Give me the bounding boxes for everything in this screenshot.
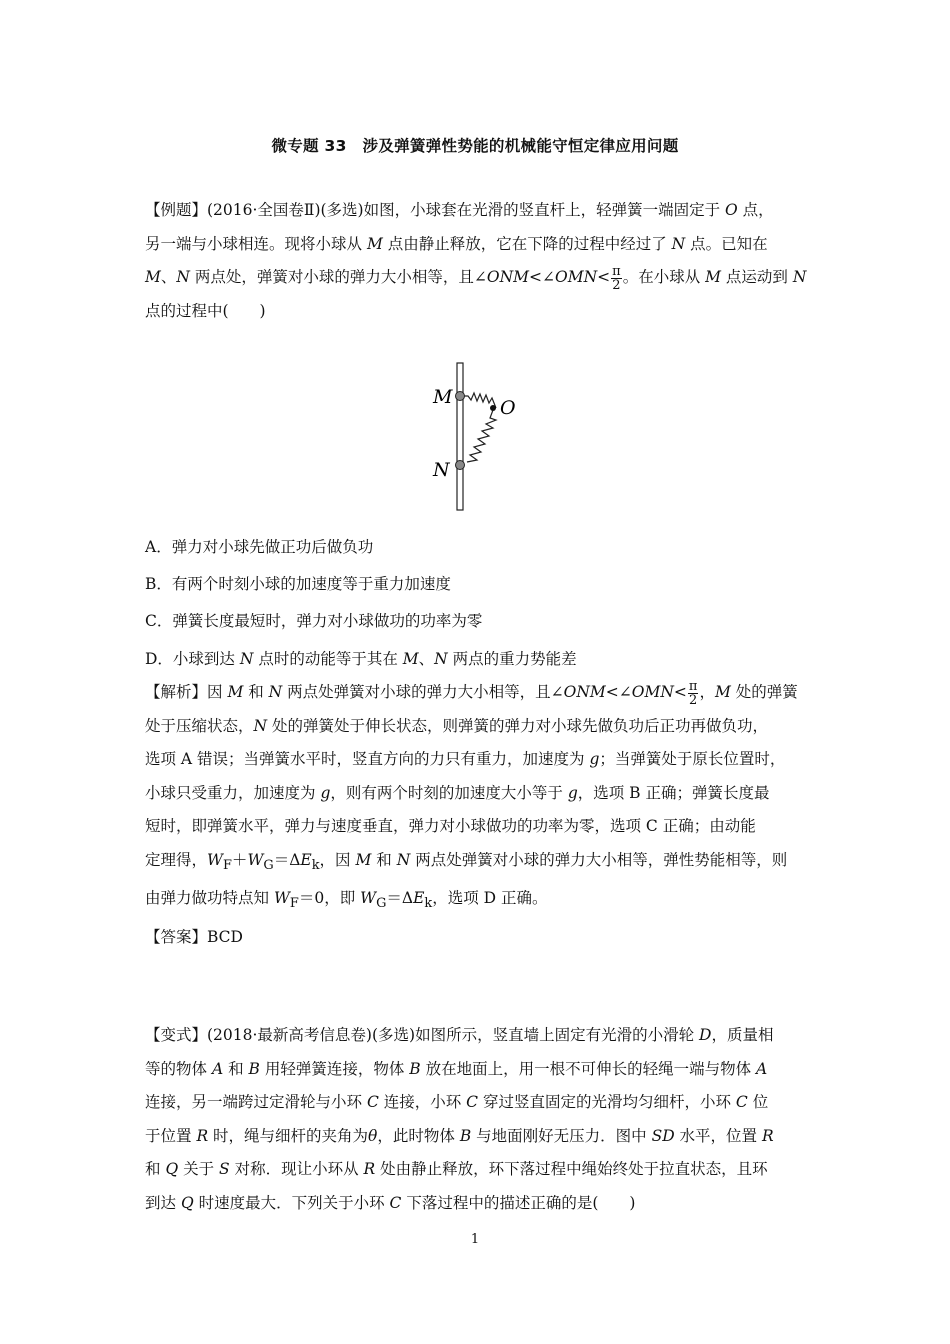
math-symbol: C — [466, 1093, 479, 1111]
math-symbol: M — [402, 650, 419, 668]
math-symbol: N — [434, 650, 448, 668]
page-title: 微专题 33 涉及弹簧弹性势能的机械能守恒定律应用问题 — [271, 137, 679, 155]
math-symbol: M — [714, 683, 731, 701]
math-symbol: N — [253, 716, 268, 735]
math-symbol: M — [227, 683, 244, 701]
math-symbol: R — [196, 1126, 209, 1145]
math-symbol: B — [409, 1059, 421, 1078]
variant-question — [145, 1019, 810, 1220]
math-symbol: N — [396, 850, 411, 869]
text-line: 另一端与小球相连。现将小球从 M 点由静止释放，它在下降的过程中经过了 N 点。已知在 — [145, 234, 768, 253]
label-o: O — [500, 397, 516, 419]
math-symbol: A — [211, 1059, 224, 1078]
math-symbol: W — [360, 889, 377, 908]
spring-rod-figure — [420, 358, 540, 522]
math-symbol: W — [247, 850, 264, 869]
math-symbol: A — [756, 1059, 768, 1078]
math-symbol: E — [413, 889, 425, 908]
math-symbol: D — [699, 1026, 712, 1044]
label-n: N — [433, 459, 450, 481]
fraction: $\frac{\pi}{2}$ — [688, 678, 698, 708]
analysis-text — [145, 676, 810, 921]
math-symbol: θ — [368, 1126, 378, 1145]
point-o — [490, 405, 496, 411]
math-subscript: F — [222, 857, 232, 873]
math-symbol: C — [389, 1193, 402, 1212]
text-line: 【变式】(2018·最新高考信息卷)(多选)如图所示，竖直墙上固定有光滑的小滑轮 D，质量相 — [145, 1026, 774, 1044]
fraction: $\frac{\pi}{2}$ — [612, 263, 621, 293]
math-symbol: N — [176, 268, 190, 286]
math-symbol: M — [705, 268, 721, 286]
math-symbol: O — [725, 201, 738, 219]
text-line: 小球只受重力，加速度为 g，则有两个时刻的加速度大小等于 g，选项 B 正确；弹簧长度最 — [145, 783, 770, 802]
option-d: D．小球到达 N 点时的动能等于其在 M、N 两点的重力势能差 — [145, 650, 577, 668]
rod-spring-diagram — [420, 358, 540, 518]
spring-lower — [467, 410, 496, 462]
ball-m — [456, 392, 465, 401]
ball-n — [456, 461, 465, 470]
math-symbol: W — [207, 850, 223, 869]
text-line: 【解析】因 M 和 N 两点处弹簧对小球的弹力大小相等，且∠ONM<∠OMN< $\frac{\pi}{2}$ ，M 处的弹簧 — [145, 678, 798, 708]
math-subscript: k — [424, 896, 433, 912]
math-symbol: E — [300, 850, 312, 869]
math-subscript: G — [376, 896, 387, 912]
math-symbol: Q — [165, 1160, 179, 1178]
math-symbol: OMN — [631, 683, 674, 701]
math-symbol: M — [366, 234, 383, 253]
text-line: 和 Q 关于 S 对称．现让小环从 R 处由静止释放，环下落过程中绳始终处于拉直状态，且环 — [145, 1160, 768, 1178]
text-line: 【例题】(2016·全国卷Ⅱ)(多选)如图，小球套在光滑的竖直杆上，轻弹簧一端固定于 O 点， — [145, 201, 774, 219]
math-symbol: W — [273, 889, 290, 908]
math-symbol: R — [761, 1126, 774, 1145]
text-line: 选项 A 错误；当弹簧水平时，竖直方向的力只有重力，加速度为 g；当弹簧处于原长位置时， — [145, 750, 786, 768]
math-symbol: M — [145, 268, 161, 286]
text-line: 到达 Q 时速度最大．下列关于小环 C 下落过程中的描述正确的是( ) — [145, 1193, 636, 1212]
text-line: 短时，即弹簧水平，弹力与速度垂直，弹力对小球做功的功率为零，选项 C 正确；由动能 — [145, 817, 756, 835]
text-line: 等的物体 A 和 B 用轻弹簧连接，物体 B 放在地面上，用一根不可伸长的轻绳一端与物体 A — [145, 1059, 768, 1078]
answer-text: 【答案】BCD — [145, 928, 243, 946]
math-symbol: Q — [180, 1193, 194, 1212]
text-line: 点的过程中( ) — [145, 301, 266, 320]
text-line: 处于压缩状态，N 处的弹簧处于伸长状态，则弹簧的弹力对小球先做负功后正功再做负功， — [145, 716, 769, 735]
label-m: M — [433, 386, 453, 408]
math-symbol: N — [268, 683, 283, 701]
math-symbol: g — [320, 783, 331, 802]
option-b: B．有两个时刻小球的加速度等于重力加速度 — [145, 575, 451, 593]
math-subscript: F — [289, 896, 299, 912]
math-symbol: ONM — [563, 683, 606, 701]
math-symbol: N — [671, 234, 686, 253]
vertical-rod — [457, 363, 463, 510]
math-symbol: C — [366, 1093, 379, 1111]
math-symbol: B — [248, 1059, 260, 1078]
page-number: 1 — [470, 1232, 480, 1247]
math-subscript: k — [311, 857, 320, 873]
math-symbol: M — [355, 850, 372, 869]
text-line: 定理得，$W_F+W_G=\Delta E_k$，因 M 和 N 两点处弹簧对小球的弹力大小相等，弹性势能相等，则 — [145, 850, 788, 873]
math-symbol: N — [239, 650, 254, 668]
math-symbol: g — [589, 750, 600, 768]
math-symbol: R — [363, 1160, 376, 1178]
text-line: M、N 两点处，弹簧对小球的弹力大小相等，且∠ONM<∠OMN< $\frac{\pi}{2}$ 。在小球从 M 点运动到 N — [145, 263, 807, 293]
option-c: C．弹簧长度最短时，弹力对小球做功的功率为零 — [145, 612, 483, 630]
option-a: A．弹力对小球先做正功后做负功 — [145, 538, 374, 556]
math-symbol: S — [219, 1160, 230, 1178]
math-symbol: N — [792, 268, 807, 286]
math-symbol: g — [567, 783, 578, 802]
math-symbol: OMN — [555, 268, 598, 286]
text-line: 于位置 R 时，绳与细杆的夹角为θ，此时物体 B 与地面刚好无压力．图中 SD 水平，位置 R — [145, 1126, 774, 1145]
text-line: 连接，另一端跨过定滑轮与小环 C 连接，小环 C 穿过竖直固定的光滑均匀细杆，小环 C 位 — [145, 1093, 769, 1111]
text-line: 由弹力做功特点知 $W_F=0$，即 $W_G=\Delta E_k$，选项 D 正确。 — [145, 889, 548, 912]
math-subscript: G — [263, 857, 274, 873]
math-symbol: B — [459, 1126, 472, 1145]
math-symbol: C — [735, 1093, 748, 1111]
math-symbol: SD — [651, 1126, 675, 1145]
math-symbol: ONM — [486, 268, 530, 286]
example-question — [145, 194, 810, 328]
